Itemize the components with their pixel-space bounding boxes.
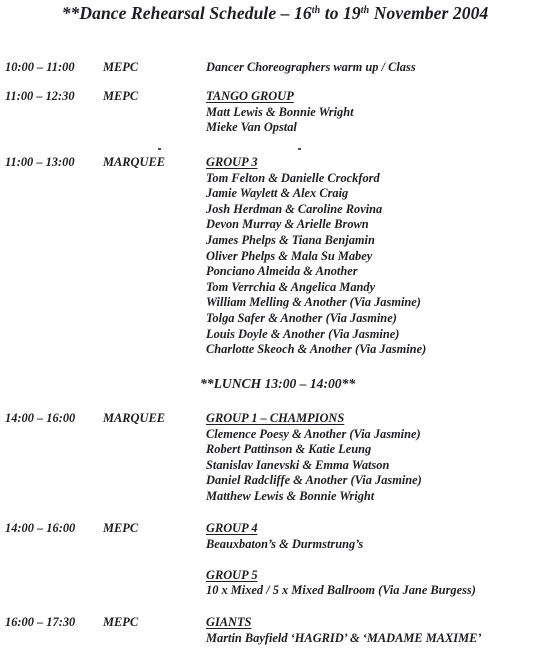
slot-content	[206, 615, 546, 646]
slot-line: Robert Pattinson & Katie Leung	[206, 442, 372, 457]
slot-line: Martin Bayfield ‘HAGRID’ & ‘MADAME MAXIME’	[206, 630, 482, 645]
slot-venue: MEPC	[103, 615, 139, 629]
slot-venue: MARQUEE	[103, 411, 165, 425]
slot-time: 14:00 – 16:00	[5, 521, 76, 535]
group-heading: GROUP 1 – CHAMPIONS	[206, 411, 345, 425]
slot-line: Daniel Radcliffe & Another (Via Jasmine)	[206, 473, 422, 488]
slot-line: Matt Lewis & Bonnie Wright	[206, 104, 354, 119]
group-heading: GROUP 4	[206, 521, 258, 535]
scan-speck	[158, 148, 161, 150]
scan-speck	[298, 148, 301, 150]
slot-line: Stanislav Ianevski & Emma Watson	[206, 457, 390, 472]
slot-content	[206, 411, 546, 505]
group-heading: GIANTS	[206, 615, 252, 629]
slot-line: William Melling & Another (Via Jasmine)	[206, 295, 421, 310]
slot-time: 10:00 – 11:00	[5, 60, 75, 74]
slot-line: Jamie Waylett & Alex Craig	[206, 186, 349, 201]
group-heading: GROUP 5	[206, 567, 258, 582]
slot-line: Charlotte Skeoch & Another (Via Jasmine)	[206, 342, 427, 357]
slot-time: 11:00 – 13:00	[5, 155, 75, 169]
slot-line: James Phelps & Tiana Benjamin	[206, 232, 375, 247]
group-heading: GROUP 3	[206, 155, 258, 169]
slot-line: Tom Verrchia & Angelica Mandy	[206, 279, 376, 294]
page-title: **Dance Rehearsal Schedule – 16th to 19th November 2004	[61, 3, 489, 23]
slot-venue: MEPC	[103, 60, 139, 74]
slot-line: Devon Murray & Arielle Brown	[206, 217, 369, 232]
slot-spacer	[206, 552, 546, 568]
slot-line: Beauxbaton’s & Durmstrung’s	[206, 536, 364, 551]
slot-time: 16:00 – 17:30	[5, 615, 76, 629]
slot-time: 14:00 – 16:00	[5, 411, 76, 425]
slot-venue: MEPC	[103, 521, 139, 535]
slot-content	[206, 60, 546, 76]
slot-line: Matthew Lewis & Bonnie Wright	[206, 488, 375, 503]
slot-time: 11:00 – 12:30	[5, 89, 75, 103]
slot-line: 10 x Mixed / 5 x Mixed Ballroom (Via Jane Burgess)	[206, 583, 476, 598]
slot-content	[206, 521, 546, 599]
slot-line: Dancer Choreographers warm up / Class	[206, 60, 416, 74]
slot-venue: MEPC	[103, 89, 139, 103]
slot-content	[206, 155, 546, 358]
lunch-break: **LUNCH 13:00 – 14:00**	[200, 376, 356, 391]
slot-line: Tom Felton & Danielle Crockford	[206, 170, 380, 185]
slot-line: Tolga Safer & Another (Via Jasmine)	[206, 310, 397, 325]
slot-content	[206, 89, 546, 136]
slot-venue: MARQUEE	[103, 155, 165, 169]
slot-line: Oliver Phelps & Mala Su Mabey	[206, 248, 373, 263]
slot-line: Josh Herdman & Caroline Rovina	[206, 201, 383, 216]
group-heading: TANGO GROUP	[206, 89, 294, 103]
slot-line: Mieke Van Opstal	[206, 120, 297, 135]
slot-line: Clemence Poesy & Another (Via Jasmine)	[206, 426, 421, 441]
slot-line: Ponciano Almeida & Another	[206, 264, 358, 279]
slot-line: Louis Doyle & Another (Via Jasmine)	[206, 326, 400, 341]
